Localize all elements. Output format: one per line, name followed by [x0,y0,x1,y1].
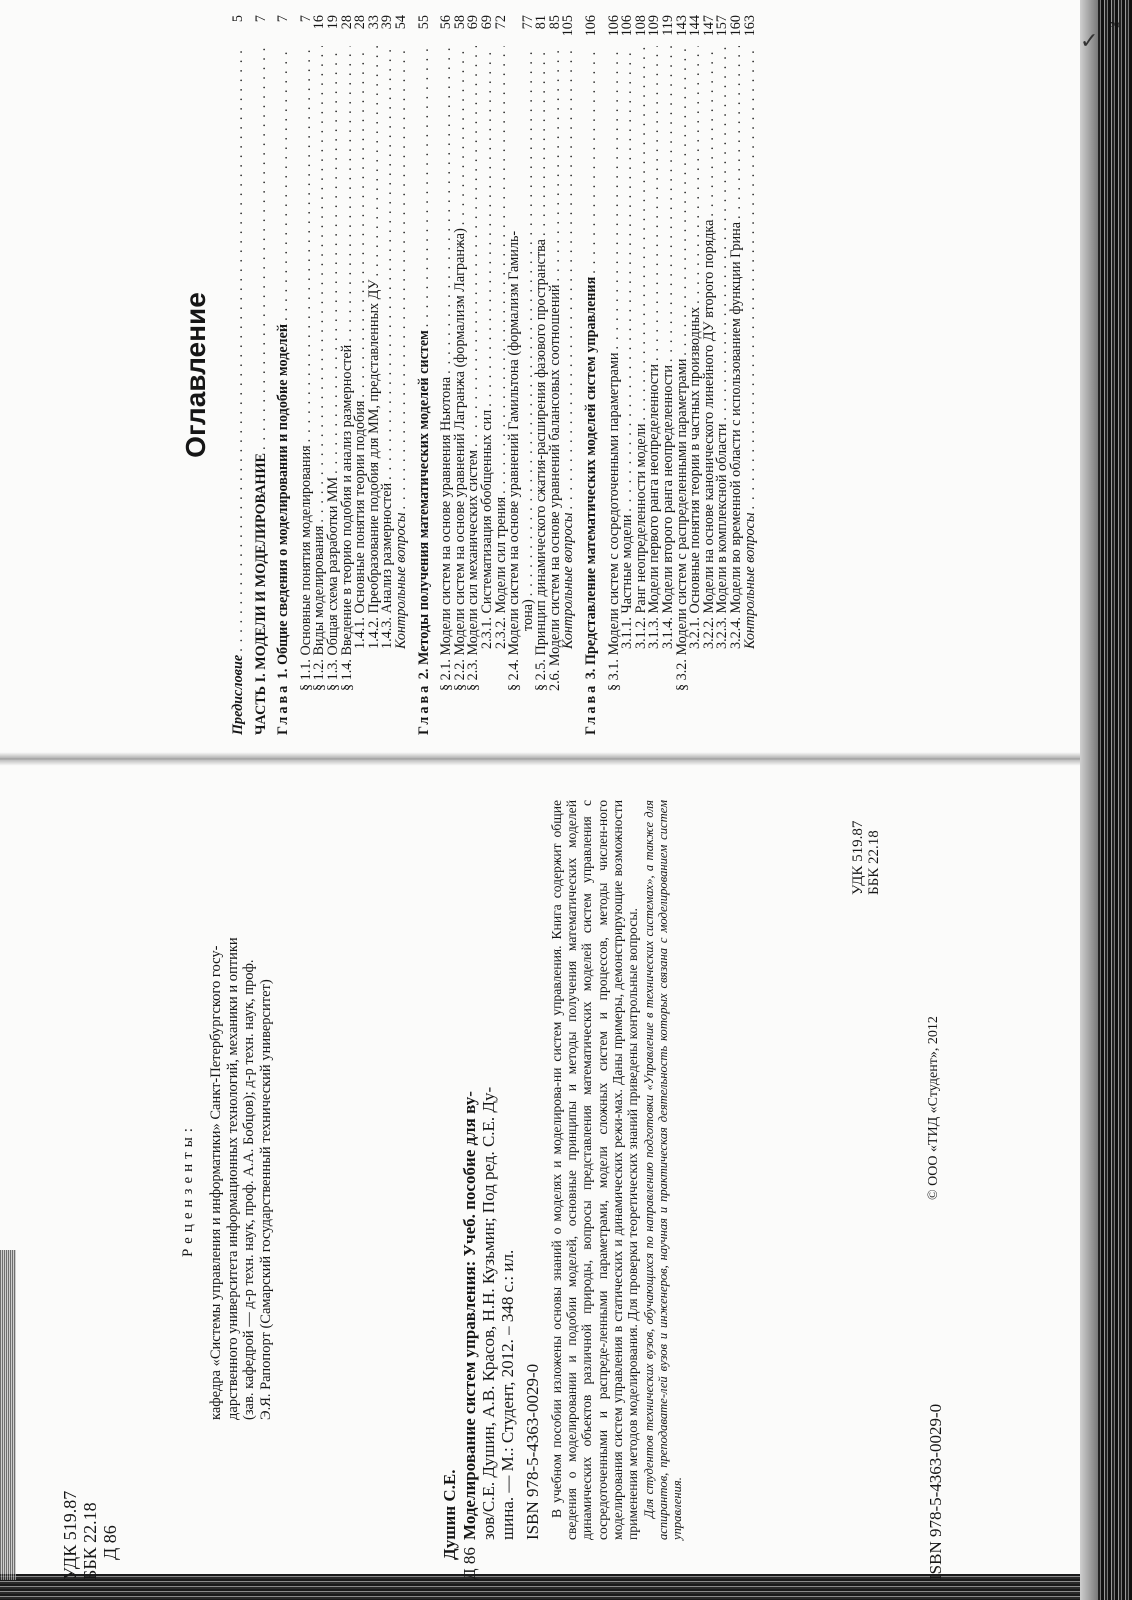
toc-row [252,15,269,735]
toc-page: 106 [605,15,622,37]
toc-text: § 1.2. Виды моделирования [311,525,328,691]
toc-page: 19 [324,15,341,30]
toc-page: 109 [646,15,663,37]
toc-page: 119 [660,15,677,36]
toc-row [232,15,246,735]
toc-text: 3.1.2. Ранг неопределенности модели [632,423,649,649]
toc-page: 39 [379,15,396,30]
toc-page: 28 [338,15,355,30]
audience-note: Для студентов технических вузов, обучающихся по направлению подготовки «Управление в технических системах», а также для аспирантов, преподавате-лей вузов и инженеров, научная и практическая деятельность которых связана с моделированием систем управления. [642,800,685,1540]
bbk-line: ББК 22.18 [866,830,882,895]
copyright: © ООО «ТИД «Студент», 2012 [926,1016,941,1200]
toc-chapter-row [585,15,599,735]
toc-chapter-row [415,15,432,735]
chapter-word: Глава [415,682,432,735]
table-of-contents [232,15,757,735]
toc-page: 58 [451,15,468,30]
toc-text: 1.4.3. Анализ размерностей [379,482,396,649]
udk-right [850,800,882,895]
toc-page: 147 [700,15,717,37]
toc-page: 7 [297,15,314,23]
toc-text: § 2.2. Модели систем на основе уравнений Лагранжа (формализм Лагранжа) [451,228,468,691]
toc-text: § 2.3. Модели сил механических систем [465,449,482,691]
reviewers-line: кафедра «Системы управления и информатики» Санкт-Петербургского госу- [208,945,224,1420]
reviewers-line: (зав. кафедрой — д-р техн. наук, проф. А.А. Бобцов); д-р техн. наук, проф. [241,959,257,1420]
chapter-word: Глава [275,682,292,735]
toc-page: 72 [492,15,509,30]
toc-text: § 3.1. Модели систем с сосредоточенными параметрами [605,352,622,691]
toc-page: 54 [392,15,409,30]
toc-text: Предисловие [230,654,246,735]
toc-page: 81 [533,15,550,30]
toc-row [392,15,409,735]
toc-page: 28 [352,15,369,30]
toc-text: 3.2.4. Модели во временной области с использованием функции Грина [728,222,744,649]
toc-page: 56 [438,15,455,30]
bib-line: шина. — М.: Студент, 2012. – 348 с.: ил. [498,1249,517,1540]
toc-page: 69 [465,15,482,30]
reviewers-line: дарственного университета информационных технологий, механики и оптики [224,937,241,1420]
toc-text: 2. Методы получения математических моделей систем [415,330,432,680]
toc-page: 16 [311,15,328,30]
toc-text: 3.1.1. Частные модели [619,514,636,649]
scan-edge-left [0,1250,16,1580]
toc-page: 77 [519,15,536,30]
toc-page: 69 [478,15,495,30]
udk-block [60,1491,120,1580]
toc-page: 106 [619,15,636,37]
pen-check-mark: ✓ [1080,28,1099,53]
toc-page: 143 [673,15,690,37]
toc-page: 108 [632,15,649,37]
page-title: Оглавление [180,292,211,458]
toc-row [562,15,576,735]
toc-text: Контрольные вопросы [741,512,758,649]
contents-page [180,15,1132,735]
bib-line: зов/С.Е. Душин, А.В. Красов, Н.Н. Кузьмин; Под ред. С.Е. Ду- [479,1086,498,1540]
toc-page: 55 [415,15,432,30]
toc-text: 1.4.2. Преобразование подобия для ММ, представленных ДУ [365,279,382,649]
toc-page: 106 [583,15,600,37]
toc-text: ЧАСТЬ I. МОДЕЛИ И МОДЕЛИРОВАНИЕ [252,452,269,735]
toc-text: 3.1.4. Модели второго ранга неопределенности [660,365,677,649]
bib-line: Моделирование систем управления: Учеб. пособие для ву- [460,1091,479,1540]
toc-page: 144 [687,15,704,37]
toc-page: 85 [546,15,563,30]
toc-page: 5 [230,15,246,23]
chapter-word: Глава [583,682,600,735]
toc-text: Контрольные вопросы [392,512,409,649]
toc-text: 2.3.2. Модели сил трения [492,496,509,649]
toc-text: 1. Общие сведения о моделировании и подобие моделей [275,323,292,680]
udk-line: УДК 519.87 [60,1490,80,1580]
book-gutter [0,752,1080,766]
author-code-line: Д 86 [100,1525,120,1560]
toc-page: 105 [560,15,577,37]
toc-text: § 1.3. Общая схема разработки ММ [324,476,341,691]
udk-line: УДК 519.87 [850,820,866,895]
author-name: Душин С.Е. [440,1469,459,1560]
toc-text: 3.2.3. Модели в комплексной области [714,423,731,649]
toc-page: 163 [741,15,758,37]
toc-text: § 2.1. Модели систем на основе уравнения Ньютона [438,376,455,691]
toc-text: Контрольные вопросы [560,512,577,649]
toc-text: тона) [519,599,536,631]
toc-text: § 1.4. Введение в теорию подобия и анализ размерностей [338,344,355,691]
toc-text: § 2.5. Принцип динамического сжатия-расширения фазового пространства [533,239,550,691]
toc-text: § 1.1. Основные понятия моделирования [297,445,314,691]
toc-text: § 2.4. Модели систем на основе уравнений Гамильтона (формализм Гамиль- [506,230,523,691]
toc-text: 3.2.1. Основные понятия теории в частных производных [687,306,704,649]
toc-row [741,15,758,735]
toc-text: 2.3.1. Систематизация обобщенных сил [478,409,495,649]
toc-page: 7 [275,15,292,23]
toc-page: 33 [365,15,382,30]
imprint-page [60,800,960,1580]
bib-description [460,800,517,1540]
bbk-line: ББК 22.18 [80,1502,100,1580]
page-number: 3 [1108,21,1123,28]
toc-text: 3. Представление математических моделей систем управления [583,276,600,680]
reviewers-heading: Рецензенты: [180,1123,196,1257]
toc-text: § 3.2. Модели систем с распределенными параметрами [673,358,690,691]
toc-page: 160 [728,15,744,37]
toc-text: 3.2.2. Модели на основе канонического линейного ДУ второго порядка [700,219,717,649]
author-code: Д 86 [460,1547,479,1580]
reviewers-line: Э.Я. Рапопорт (Самарский государственный технический университет) [257,979,274,1420]
isbn: ISBN 978-5-4363-0029-0 [523,1363,542,1540]
isbn-bottom: ISBN 978-5-4363-0029-0 [926,1403,945,1580]
toc-page: 7 [252,15,269,23]
toc-text: 2.6. Модели систем на основе уравнений балансовых соотношений [546,284,563,691]
toc-page: 157 [714,15,731,37]
bibliographic-entry [440,800,684,1580]
reviewers-text [208,805,274,1420]
toc-text: 3.1.3. Модели первого ранга неопределенности [646,364,663,649]
toc-text: 1.4.1. Основные понятия теории подобия [352,400,369,649]
abstract: В учебном пособии изложены основы знаний о моделях и моделирова-ни систем управления. Книга содержит общие сведения о моделировании и подобии моделей, основные принципы и методы получения математических моделей динамических объектов различной природы, вопросы представления математических моделей систем управления с сосредоточенными и распреде-ленными параметрами, модели сложных систем и процессов, методы числен-ного моделирования систем управления в статических и динамических режи-мах. Даны примеры, демонстрирующие возможности применения методов моделирования. Для проверки теоретических знаний приведены контрольные вопросы. [549,800,641,1540]
toc-chapter-row [277,15,291,735]
